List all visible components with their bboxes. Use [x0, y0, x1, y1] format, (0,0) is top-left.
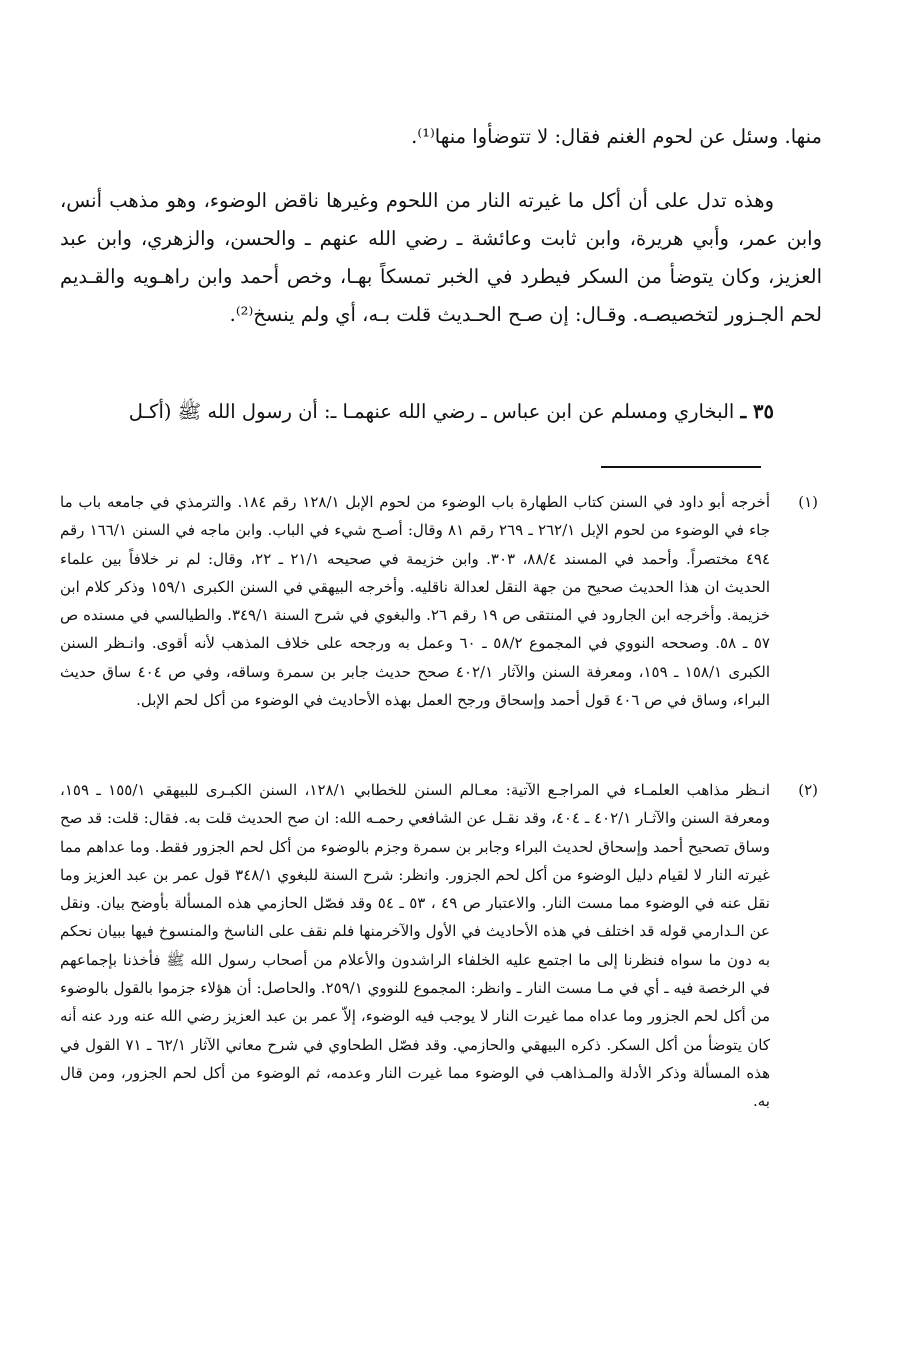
main-paragraph-2 [60, 182, 822, 334]
footnote-separator [601, 466, 761, 468]
main-paragraph-1 [60, 118, 822, 156]
footnote-2 [60, 776, 816, 1116]
main-paragraph-3-text: البخاري ومسلم عن ابن عباس ـ رضي الله عنهمـا ـ: أن رسول الله ﷺ (أكـل [128, 400, 735, 423]
hadith-number: ٣٥ ـ [740, 400, 774, 423]
footnote-2-text: انـظر مذاهب العلمـاء في المراجـع الآتية: معـالم السنن للخطابي ١٢٨/١، السنن الكبـرى للبيهقي ١٥٥/١ ـ ١٥٩، ومعرفة السنن والآثـار ٤٠٢/١ ـ ٤٠٤، وقد نقـل عن الشافعي رحمـه الله: ان صح الحديث قلت به. فقال: قلت: قد صح وساق تصحيح أحمد وإسحاق لحديث البراء وجابر بن سمرة وجزم بالوضوء من أكل لحم الجزور فقط. وما عداهم مما غيرته النار لا لقيام دليل الوضوء من أكل لحم الجزور. وانظر: شرح السنة للبغوي ٣٤٨/١ قول عمر بن عبد العزيز وما نقل عنه في الوضوء مما مست النار. والاعتبار ص ٤٩ ، ٥٣ ـ ٥٤ وقد فصّل الحازمي هذه المسألة بأوضح بيان. ونقل عن الـدارمي قوله قد اختلف في هذه الأحاديث في الأول والآخرمنها فلم نقف على الناسخ والمنسوخ فيها ببيان نحكم به دون ما سواه فنظرنا إلى ما اجتمع عليه الخلفاء الراشدون والأعلام من أصحاب رسول الله ﷺ فأخذنا بإجماعهم في الرخصة فيه ـ أي في مـا مست النار ـ وانظر: المجموع للنووي ٢٥٩/١. والحاصل: أن هؤلاء جزموا بالقول بالوضوء من أكل لحم الجزور وما عداه مما غيرت النار لا يوجب فيه الوضوء، إلاّ عمر بن عبد العزيز رضي الله عنه ورد عنه أنه كان يتوضأ من أكل السكر. ذكره البيهقي والحازمي. وقد فصّل الطحاوي في شرح معاني الآثار ٦٢/١ ـ ٧١ القول في هذه المسألة وذكر الأدلة والمـذاهب في الوضوء مما غيرت النار وعدمه، ثم الوضوء من أكل لحم الجزور، ومن قال به. [60, 781, 770, 1111]
footnote-2-marker: (٢) [798, 781, 818, 799]
main-paragraph-2-text: وهذه تدل على أن أكل ما غيرته النار من اللحوم وغيرها ناقض الوضوء، وهو مذهب أنس، وابن عمر، وأبي هريرة، وابن ثابت وعائشة ـ رضي الله عنهم ـ والحسن، والزهري، وابن عبد العزيز، وكان يتوضأ من السكر فيطرد في الخبر تمسكاً بهـا، وخص أحمد وابن راهـويه والقـديم لحم الجـزور لتخصيصـه. وقـال: إن صـح الحـديث قلت بـه، أي ولم ينسخ⁽²⁾. [60, 189, 822, 326]
footnote-1-marker: (١) [798, 493, 818, 511]
footnote-1-text: أخرجه أبو داود في السنن كتاب الطهارة باب الوضوء من لحوم الإبل ١٢٨/١ رقم ١٨٤. والترمذي في جامعه باب ما جاء في الوضوء من لحوم الإبل ٢٦٢/١ ـ ٢٦٩ رقم ٨١ وقال: أصـح شيء في الباب. وابن ماجه في السنن ١٦٦/١ رقم ٤٩٤ مختصراً. وأحمد في المسند ٨٨/٤، ٣٠٣. وابن خزيمة في صحيحه ٢١/١ ـ ٢٢، وقال: لم نر خلافاً بين علماء الحديث ان هذا الحديث صحيح من جهة النقل لعدالة ناقليه. وأخرجه البيهقي في السنن الكبرى ١٥٩/١ وذكر كلام ابن خزيمة. وأخرجه ابن الجارود في المنتقى ص ١٩ رقم ٢٦. والبغوي في شرح السنة ٣٤٩/١. والطيالسي في مسنده ص ٥٧ ـ ٥٨. وصححه النووي في المجموع ٥٨/٢ ـ ٦٠ وعمل به ورجحه على خلاف المذهب لأنه أقوى. وانـظر السنن الكبرى ١٥٨/١ ـ ١٥٩، ومعرفة السنن والآثار ٤٠٢/١ صحح حديث جابر بن سمرة وساقه، وفي ص ٤٠٤ ساق حديث البراء، وساق في ص ٤٠٦ قول أحمد وإسحاق ورجح العمل بهذه الأحاديث في الوضوء من أكل لحم الإبل. [60, 493, 771, 710]
footnote-1 [60, 488, 816, 714]
main-paragraph-3 [60, 393, 822, 431]
main-paragraph-1-text: منها. وسئل عن لحوم الغنم فقال: لا تتوضأوا منها⁽¹⁾. [411, 125, 822, 148]
